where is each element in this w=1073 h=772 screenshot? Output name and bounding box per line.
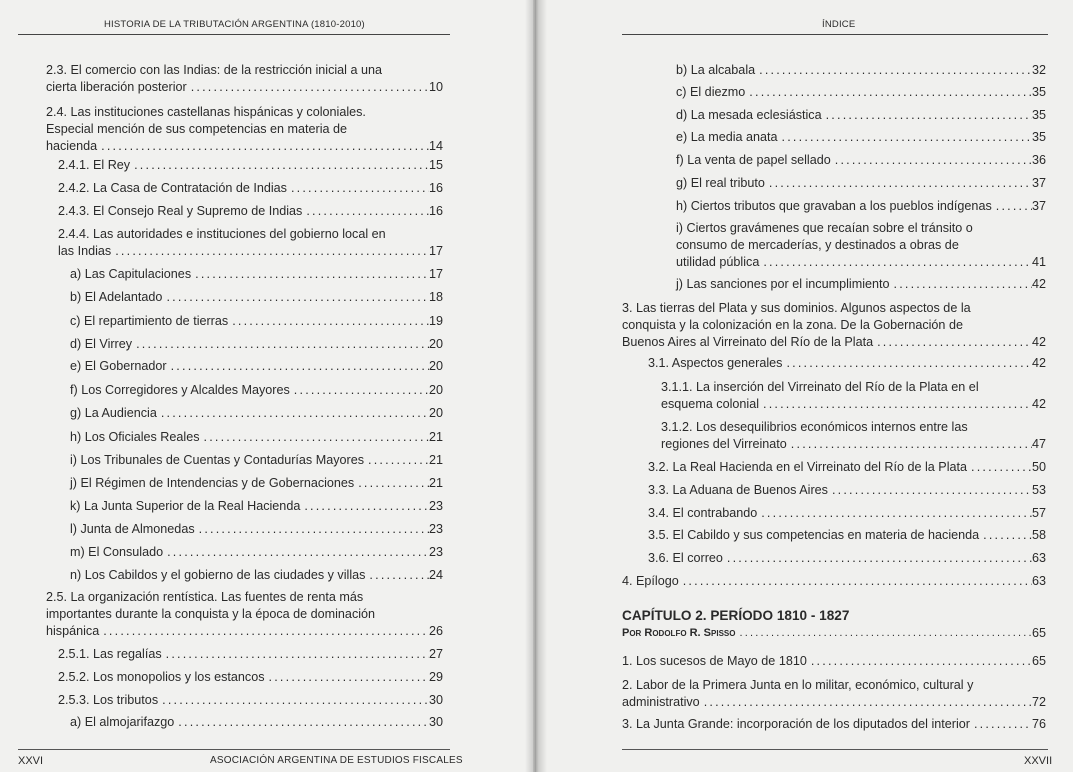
toc-entry <box>661 379 1046 413</box>
entry-title: 3.6. El correo <box>648 551 723 565</box>
toc-entry <box>661 419 1046 453</box>
entry-page-number: 16 <box>428 204 443 218</box>
entry-title: d) El Virrey <box>70 337 133 351</box>
entry-title: Buenos Aires al Virreinato del Río de la Plata <box>622 335 874 349</box>
entry-page-number: 37 <box>1031 176 1046 190</box>
entry-title: a) Las Capitulaciones <box>70 267 192 281</box>
entry-line <box>70 289 443 306</box>
entry-line <box>622 334 1046 351</box>
entry-page-number: 23 <box>428 545 443 559</box>
entry-page-number: 15 <box>428 158 443 172</box>
dot-leader <box>111 243 429 260</box>
entry-page-number: 76 <box>1031 717 1046 731</box>
entry-line <box>46 623 443 640</box>
toc-entry <box>676 220 1046 271</box>
entry-title: b) El Adelantado <box>70 290 163 304</box>
entry-title: 3.2. La Real Hacienda en el Virreinato del Río de la Plata <box>648 460 968 474</box>
entry-title: 4. Epílogo <box>622 574 679 588</box>
entry-title: esquema colonial <box>661 397 760 411</box>
entry-line <box>46 138 443 155</box>
toc-entry <box>46 589 443 640</box>
entry-page-number: 42 <box>1031 277 1046 291</box>
entry-title: j) Las sanciones por el incumplimiento <box>676 277 890 291</box>
dot-leader <box>191 266 429 283</box>
entry-line <box>58 692 443 709</box>
entry-line <box>70 567 443 584</box>
entry-line <box>58 669 443 686</box>
entry-line <box>622 716 1046 733</box>
entry-line <box>648 505 1046 522</box>
entry-page-number: 72 <box>1031 695 1046 709</box>
toc-entry <box>622 573 1046 590</box>
dot-leader <box>162 646 429 663</box>
entry-title: hacienda <box>46 139 98 153</box>
dot-leader <box>354 475 429 492</box>
toc-entry <box>58 203 443 220</box>
toc-entry <box>46 104 443 155</box>
dot-leader <box>745 84 1032 101</box>
entry-line <box>70 498 443 515</box>
entry-line <box>70 313 443 330</box>
entry-line <box>676 198 1046 215</box>
toc-right <box>536 0 1073 772</box>
entry-text-line: 3.1.1. La inserción del Virreinato del Río de la Plata en el <box>661 380 979 394</box>
entry-line <box>58 646 443 663</box>
entry-title: l) Junta de Almonedas <box>70 522 195 536</box>
dot-leader <box>187 79 429 96</box>
toc-entry <box>70 429 443 446</box>
entry-title: cierta liberación posterior <box>46 80 187 94</box>
entry-title: administrativo <box>622 695 700 709</box>
entry-text-line: conquista y la colonización en la zona. De la Gobernación de <box>622 318 963 332</box>
left-page <box>0 0 533 772</box>
entry-title: 1. Los sucesos de Mayo de 1810 <box>622 654 807 668</box>
entry-title: e) La media anata <box>676 130 778 144</box>
entry-title: 2.5.1. Las regalías <box>58 647 162 661</box>
entry-line <box>70 429 443 446</box>
dot-leader <box>822 107 1032 124</box>
entry-title: 3.4. El contrabando <box>648 506 758 520</box>
entry-text-line: 2.4.4. Las autoridades e instituciones del gobierno local en <box>58 227 386 241</box>
entry-page-number: 30 <box>428 693 443 707</box>
toc-entry <box>70 521 443 538</box>
entry-title: 3.3. La Aduana de Buenos Aires <box>648 483 828 497</box>
dot-leader <box>365 567 429 584</box>
toc-entry <box>58 226 443 260</box>
entry-line <box>648 550 1046 567</box>
dot-leader <box>167 358 429 375</box>
entry-title: h) Ciertos tributos que gravaban a los pueblos indígenas <box>676 199 992 213</box>
toc-entry <box>676 152 1046 169</box>
entry-page-number: 63 <box>1031 574 1046 588</box>
entry-title: 2.5.2. Los monopolios y los estancos <box>58 670 265 684</box>
entry-line <box>70 382 443 399</box>
toc-entry <box>622 716 1046 733</box>
entry-page-number: 19 <box>428 314 443 328</box>
entry-line <box>70 358 443 375</box>
entry-title: m) El Consulado <box>70 545 164 559</box>
dot-leader <box>778 129 1032 146</box>
dot-leader <box>228 313 429 330</box>
entry-line <box>648 482 1046 499</box>
toc-entry <box>648 459 1046 476</box>
dot-leader <box>99 623 429 640</box>
dot-leader <box>158 692 429 709</box>
dot-leader <box>831 152 1032 169</box>
entry-line <box>70 452 443 469</box>
entry-title: 2.5.3. Los tributos <box>58 693 159 707</box>
dot-leader <box>757 505 1032 522</box>
toc-entry <box>648 527 1046 544</box>
entry-line <box>622 573 1046 590</box>
entry-page-number: 17 <box>428 244 443 258</box>
right-page <box>536 0 1073 772</box>
entry-title: c) El repartimiento de tierras <box>70 314 229 328</box>
dot-leader <box>265 669 429 686</box>
entry-title: 3.5. El Cabildo y sus competencias en materia de hacienda <box>648 528 980 542</box>
dot-leader <box>290 382 429 399</box>
entry-line <box>70 336 443 353</box>
entry-page-number: 42 <box>1031 335 1046 349</box>
entry-text-line: i) Ciertos gravámenes que recaían sobre el tránsito o <box>676 221 973 235</box>
entry-title: e) El Gobernador <box>70 359 167 373</box>
entry-line <box>676 84 1046 101</box>
dot-leader <box>200 429 429 446</box>
entry-line <box>622 694 1046 711</box>
entry-title: d) La mesada eclesiástica <box>676 108 822 122</box>
entry-line <box>661 396 1046 413</box>
toc-entry <box>648 550 1046 567</box>
entry-line <box>676 254 1046 271</box>
entry-title: g) El real tributo <box>676 176 765 190</box>
toc-left <box>0 0 533 772</box>
toc-entry <box>70 289 443 306</box>
entry-page-number: 35 <box>1031 108 1046 122</box>
entry-text-line: 2.4. Las instituciones castellanas hispánicas y coloniales. <box>46 105 366 119</box>
entry-line <box>648 527 1046 544</box>
entry-line <box>58 203 443 220</box>
entry-text-line: 2.3. El comercio con las Indias: de la restricción inicial a una <box>46 63 382 77</box>
entry-title: las Indias <box>58 244 112 258</box>
toc-entry <box>58 157 443 174</box>
entry-line <box>70 266 443 283</box>
dot-leader <box>723 550 1032 567</box>
entry-title: f) Los Corregidores y Alcaldes Mayores <box>70 383 290 397</box>
entry-page-number: 24 <box>428 568 443 582</box>
entry-page-number: 35 <box>1031 130 1046 144</box>
entry-line <box>58 180 443 197</box>
dot-leader <box>992 198 1032 215</box>
entry-line <box>676 276 1046 293</box>
entry-title: b) La alcabala <box>676 63 756 77</box>
entry-page-number: 36 <box>1031 153 1046 167</box>
dot-leader <box>364 452 429 469</box>
running-footer-left: ASOCIACIÓN ARGENTINA DE ESTUDIOS FISCALES <box>210 755 463 766</box>
dot-leader <box>787 436 1032 453</box>
entry-line <box>648 459 1046 476</box>
dot-leader <box>302 203 429 220</box>
dot-leader <box>163 544 429 561</box>
toc-entry <box>622 677 1046 711</box>
toc-entry <box>622 607 1046 642</box>
entry-page-number: 17 <box>428 267 443 281</box>
entry-page-number: 20 <box>428 383 443 397</box>
entry-line <box>648 355 1046 372</box>
toc-entry <box>648 505 1046 522</box>
entry-line <box>676 175 1046 192</box>
dot-leader <box>162 289 429 306</box>
entry-page-number: 16 <box>428 181 443 195</box>
toc-entry <box>70 714 443 731</box>
entry-text-line: consumo de mercaderías, y destinados a obras de <box>676 238 959 252</box>
dot-leader <box>157 405 429 422</box>
entry-page-number: 37 <box>1031 199 1046 213</box>
entry-title: j) El Régimen de Intendencias y de Gobernaciones <box>70 476 355 490</box>
toc-entry <box>70 544 443 561</box>
entry-page-number: 23 <box>428 522 443 536</box>
entry-line <box>70 521 443 538</box>
entry-line <box>58 157 443 174</box>
entry-page-number: 29 <box>428 670 443 684</box>
toc-entry <box>70 358 443 375</box>
toc-entry <box>70 405 443 422</box>
entry-text-line: 3. Las tierras del Plata y sus dominios. Algunos aspectos de la <box>622 301 971 315</box>
entry-title: n) Los Cabildos y el gobierno de las ciudades y villas <box>70 568 366 582</box>
entry-title: Por Rodolfo R. Spisso <box>622 627 736 639</box>
entry-page-number: 10 <box>428 80 443 94</box>
dot-leader <box>782 355 1032 372</box>
entry-line <box>46 79 443 96</box>
entry-line <box>70 405 443 422</box>
toc-entry <box>58 180 443 197</box>
dot-leader <box>890 276 1032 293</box>
entry-page-number: 27 <box>428 647 443 661</box>
entry-title: 2.4.2. La Casa de Contratación de Indias <box>58 181 287 195</box>
toc-entry <box>676 198 1046 215</box>
running-header-left: HISTORIA DE LA TRIBUTACIÓN ARGENTINA (1810-2010) <box>104 19 365 30</box>
dot-leader <box>807 653 1032 670</box>
toc-entry <box>70 498 443 515</box>
footer-rule <box>622 749 1048 750</box>
entry-line <box>676 152 1046 169</box>
entry-title: regiones del Virreinato <box>661 437 787 451</box>
entry-page-number: 65 <box>1031 626 1046 640</box>
toc-entry <box>676 129 1046 146</box>
dot-leader <box>735 625 1032 642</box>
toc-entry <box>58 692 443 709</box>
entry-page-number: 20 <box>428 359 443 373</box>
entry-page-number: 58 <box>1031 528 1046 542</box>
entry-page-number: 21 <box>428 430 443 444</box>
entry-title: 2.4.3. El Consejo Real y Supremo de Indias <box>58 204 303 218</box>
entry-title: i) Los Tribunales de Cuentas y Contadurías Mayores <box>70 453 365 467</box>
entry-page-number: 23 <box>428 499 443 513</box>
page-number-right: XXVII <box>1024 755 1053 767</box>
toc-entry <box>58 646 443 663</box>
entry-title: k) La Junta Superior de la Real Hacienda <box>70 499 301 513</box>
entry-title: g) La Audiencia <box>70 406 157 420</box>
entry-text-line: 2. Labor de la Primera Junta en lo militar, económico, cultural y <box>622 678 974 692</box>
dot-leader <box>195 521 429 538</box>
entry-page-number: 20 <box>428 337 443 351</box>
entry-page-number: 32 <box>1031 63 1046 77</box>
dot-leader <box>174 714 429 731</box>
entry-page-number: 21 <box>428 453 443 467</box>
book-gutter <box>525 0 547 772</box>
dot-leader <box>132 336 429 353</box>
entry-line <box>661 436 1046 453</box>
entry-page-number: 18 <box>428 290 443 304</box>
entry-title: f) La venta de papel sellado <box>676 153 831 167</box>
dot-leader <box>97 138 429 155</box>
entry-page-number: 42 <box>1031 356 1046 370</box>
entry-page-number: 14 <box>428 139 443 153</box>
toc-entry <box>648 482 1046 499</box>
entry-page-number: 21 <box>428 476 443 490</box>
toc-entry <box>648 355 1046 372</box>
entry-line <box>70 544 443 561</box>
entry-line <box>676 107 1046 124</box>
entry-line <box>58 243 443 260</box>
dot-leader <box>979 527 1032 544</box>
entry-line <box>622 625 1046 642</box>
dot-leader <box>765 175 1032 192</box>
entry-text-line: importantes durante la conquista y la época de dominación <box>46 607 376 621</box>
entry-line <box>70 714 443 731</box>
page-number-left: XXVI <box>18 755 44 767</box>
dot-leader <box>970 716 1032 733</box>
entry-page-number: 65 <box>1031 654 1046 668</box>
toc-entry <box>70 266 443 283</box>
entry-page-number: 50 <box>1031 460 1046 474</box>
entry-page-number: 41 <box>1031 255 1046 269</box>
entry-line <box>622 653 1046 670</box>
entry-page-number: 57 <box>1031 506 1046 520</box>
toc-entry <box>622 653 1046 670</box>
entry-title: hispánica <box>46 624 100 638</box>
entry-page-number: 53 <box>1031 483 1046 497</box>
toc-entry <box>622 300 1046 351</box>
entry-text-line: 3.1.2. Los desequilibrios económicos internos entre las <box>661 420 968 434</box>
entry-page-number: 30 <box>428 715 443 729</box>
toc-entry <box>70 567 443 584</box>
entry-line <box>676 62 1046 79</box>
dot-leader <box>755 62 1032 79</box>
entry-page-number: 20 <box>428 406 443 420</box>
entry-page-number: 42 <box>1031 397 1046 411</box>
toc-entry <box>676 175 1046 192</box>
entry-text-line: 2.5. La organización rentística. Las fuentes de renta más <box>46 590 364 604</box>
entry-title: c) El diezmo <box>676 85 746 99</box>
entry-title: h) Los Oficiales Reales <box>70 430 200 444</box>
dot-leader <box>759 396 1032 413</box>
entry-title: utilidad pública <box>676 255 760 269</box>
chapter-title: CAPÍTULO 2. PERÍODO 1810 - 1827 <box>622 608 850 623</box>
toc-entry <box>676 84 1046 101</box>
entry-line <box>676 129 1046 146</box>
toc-entry <box>70 313 443 330</box>
toc-entry <box>58 669 443 686</box>
dot-leader <box>873 334 1032 351</box>
dot-leader <box>287 180 429 197</box>
dot-leader <box>679 573 1032 590</box>
toc-entry <box>70 475 443 492</box>
entry-page-number: 26 <box>428 624 443 638</box>
dot-leader <box>967 459 1032 476</box>
toc-entry <box>46 62 443 96</box>
entry-title: 2.4.1. El Rey <box>58 158 131 172</box>
entry-line <box>70 475 443 492</box>
entry-title: 3.1. Aspectos generales <box>648 356 783 370</box>
dot-leader <box>130 157 429 174</box>
toc-entry <box>70 336 443 353</box>
entry-page-number: 47 <box>1031 437 1046 451</box>
running-header-right: ÍNDICE <box>822 19 856 30</box>
entry-title: 3. La Junta Grande: incorporación de los diputados del interior <box>622 717 970 731</box>
toc-entry <box>676 62 1046 79</box>
entry-page-number: 63 <box>1031 551 1046 565</box>
entry-title: a) El almojarifazgo <box>70 715 175 729</box>
toc-entry <box>70 382 443 399</box>
dot-leader <box>300 498 429 515</box>
footer-rule <box>18 749 450 750</box>
dot-leader <box>828 482 1032 499</box>
entry-text-line: Especial mención de sus competencias en materia de <box>46 122 348 136</box>
toc-entry <box>676 276 1046 293</box>
dot-leader <box>700 694 1032 711</box>
entry-page-number: 35 <box>1031 85 1046 99</box>
dot-leader <box>759 254 1032 271</box>
toc-entry <box>676 107 1046 124</box>
toc-entry <box>70 452 443 469</box>
